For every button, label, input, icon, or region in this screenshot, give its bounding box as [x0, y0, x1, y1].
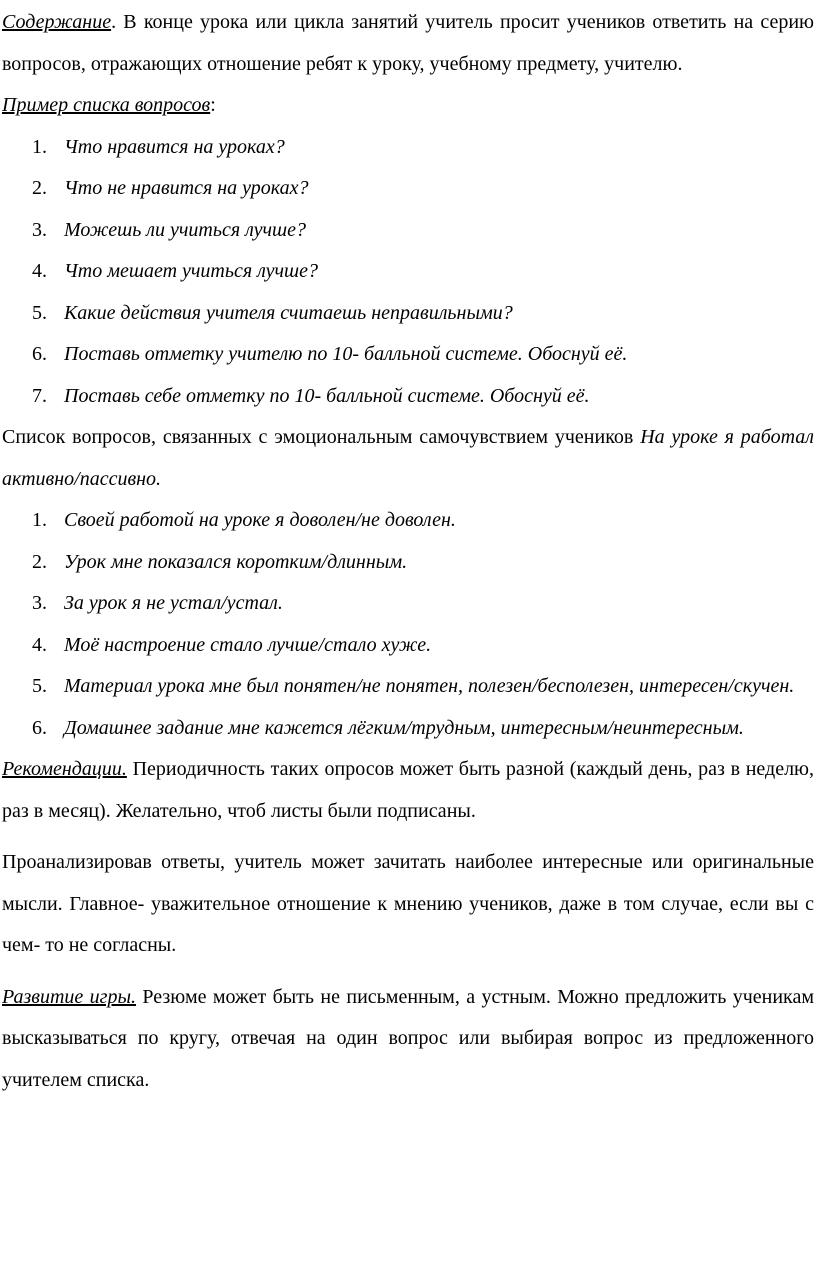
list-text: Какие действия учителя считаешь неправильными? — [64, 301, 513, 324]
list-text: Что мешает учиться лучше? — [64, 260, 319, 282]
example-suffix: : — [210, 94, 216, 116]
development-label: Развитие игры. — [2, 985, 136, 1008]
list-item — [2, 334, 814, 376]
list-text: Домашнее задание мне кажется лёгким/трудным, интересным/неинтересным. — [64, 716, 744, 739]
list-number: 3. — [32, 218, 47, 241]
list-item — [2, 666, 814, 708]
list-number: 1. — [32, 509, 47, 531]
example-label: Пример списка вопросов — [2, 94, 211, 116]
emotional-text: Список вопросов, связанных с эмоциональным самочувствием учеников — [2, 426, 641, 448]
intro-paragraph — [2, 2, 814, 85]
list-item — [2, 376, 814, 418]
list-text: Своей работой на уроке я доволен/не доволен. — [64, 509, 456, 531]
intro-label: Содержание — [2, 11, 112, 33]
list-number: 2. — [32, 550, 47, 573]
emotional-question-list — [2, 500, 814, 749]
development-text: Резюме может быть не письменным, а устным. Можно предложить ученикам высказываться по кругу, отвечая на один вопрос или выбирая вопрос из предложенного учителем списка. — [2, 985, 814, 1091]
recommendations-paragraph — [2, 749, 814, 832]
list-number: 5. — [32, 301, 47, 324]
emotional-italic: На уроке я работал активно/пассивно. — [2, 426, 814, 490]
list-text: Что нравится на уроках? — [64, 135, 285, 158]
list-number: 3. — [32, 592, 47, 614]
list-item — [2, 293, 814, 335]
list-number: 4. — [32, 633, 47, 656]
list-item — [2, 168, 814, 210]
list-text: Материал урока мне был понятен/не понятен, полезен/бесполезен, интересен/скучен. — [64, 675, 795, 697]
list-text: Поставь себе отметку по 10- балльной системе. Обоснуй её. — [64, 384, 590, 407]
emotional-paragraph — [2, 417, 814, 500]
list-number: 6. — [32, 716, 47, 739]
analysis-paragraph: Проанализировав ответы, учитель может зачитать наиболее интересные или оригинальные мысли. Главное- уважительное отношение к мнению учеников, даже в том случае, если вы с чем- то не согласны. — [2, 851, 814, 956]
recommendations-text: Периодичность таких опросов может быть разной (каждый день, раз в неделю, раз в месяц). Желательно, чтоб листы были подписаны. — [2, 758, 814, 822]
list-text: Поставь отметку учителю по 10- балльной системе. Обоснуй её. — [64, 343, 628, 365]
list-number: 2. — [32, 177, 47, 199]
list-number: 5. — [32, 675, 47, 697]
list-number: 6. — [32, 343, 47, 365]
list-item — [2, 708, 814, 750]
list-text: Моё настроение стало лучше/стало хуже. — [64, 633, 432, 656]
list-text: За урок я не устал/устал. — [64, 592, 283, 614]
example-question-list — [2, 127, 814, 418]
development-paragraph — [2, 977, 814, 1102]
list-number: 4. — [32, 260, 47, 282]
list-number: 1. — [32, 135, 47, 158]
list-text: Урок мне показался коротким/длинным. — [64, 550, 408, 573]
list-item — [2, 210, 814, 252]
list-item — [2, 583, 814, 625]
list-number: 7. — [32, 384, 47, 407]
list-item — [2, 625, 814, 667]
list-item — [2, 127, 814, 169]
recommendations-label: Рекомендации. — [2, 758, 127, 780]
list-item — [2, 500, 814, 542]
list-text: Что не нравится на уроках? — [64, 177, 309, 199]
list-item — [2, 251, 814, 293]
example-heading — [2, 85, 814, 127]
intro-text: . В конце урока или цикла занятий учитель просит учеников ответить на серию вопросов, отражающих отношение ребят к уроку, учебному предмету, учителю. — [2, 11, 814, 75]
list-item — [2, 542, 814, 584]
list-text: Можешь ли учиться лучше? — [64, 218, 307, 241]
